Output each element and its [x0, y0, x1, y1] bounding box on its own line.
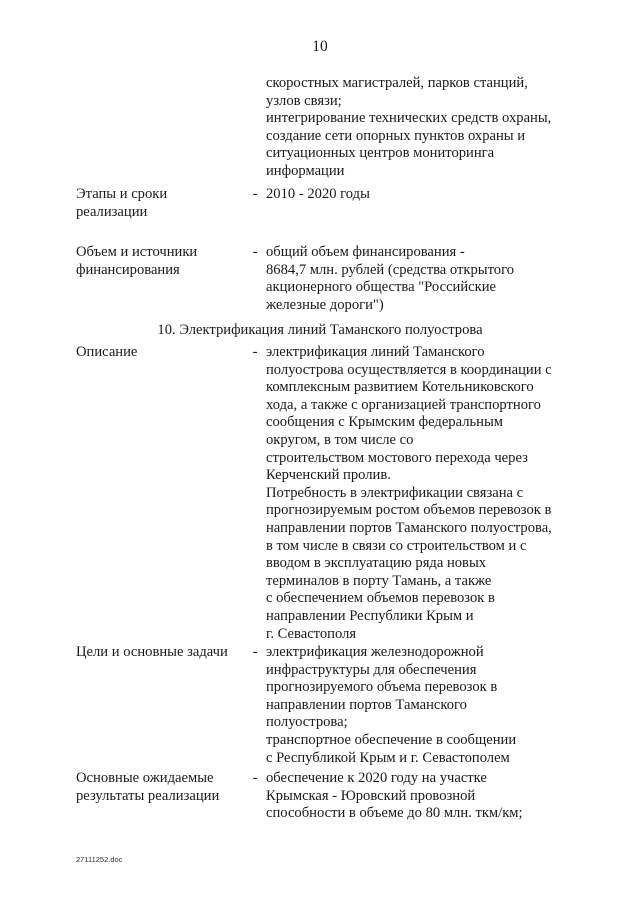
text-line: комплексным развитием Котельниковского	[266, 379, 534, 396]
text-line: Керченский пролив.	[266, 467, 391, 484]
text-line: Крымская - Юровский провозной	[266, 787, 476, 804]
text-line: с Республикой Крым и г. Севастополем	[266, 749, 510, 766]
row-label	[76, 344, 246, 362]
text-line: округом, в том числе со	[266, 431, 414, 448]
text-line: обеспечение к 2020 году на участке	[266, 770, 487, 786]
text-line: прогнозируемого объема перевозок в	[266, 679, 498, 696]
dash-separator: -	[252, 770, 258, 786]
page-number: 10	[312, 38, 328, 55]
text-line: Этапы и сроки	[76, 186, 168, 202]
text-line: сообщения с Крымским федеральным	[266, 414, 503, 431]
text-line: полуострова осуществляется в координации с	[266, 361, 552, 378]
text-line: результаты реализации	[76, 787, 220, 804]
text-line: Цели и основные задачи	[76, 644, 228, 660]
text-line: электрификация линий Таманского	[266, 344, 485, 360]
text-line: способности в объеме до 80 млн. ткм/км;	[266, 805, 523, 822]
text-line: скоростных магистралей, парков станций,	[266, 75, 528, 91]
text-line: Потребность в электрификации связана с	[266, 484, 524, 501]
text-line: 2010 - 2020 годы	[266, 186, 370, 202]
text-line: Объем и источники	[76, 244, 198, 260]
dash-separator: -	[252, 344, 258, 360]
row-label	[76, 644, 246, 662]
text-line: вводом в эксплуатацию ряда новых	[266, 555, 487, 572]
row-value	[266, 770, 586, 823]
text-line: интегрирование технических средств охраны,	[266, 110, 552, 127]
dash-separator: -	[252, 644, 258, 660]
section-heading: 10. Электрификация линий Таманского полуострова	[157, 322, 483, 338]
text-line: информации	[266, 162, 345, 179]
text-line: терминалов в порту Тамань, а также	[266, 572, 492, 589]
row-label	[76, 770, 246, 805]
text-line: в том числе в связи со строительством и с	[266, 537, 527, 554]
text-line: строительством мостового перехода через	[266, 449, 528, 466]
row-value	[266, 186, 586, 204]
text-line: полуострова;	[266, 714, 348, 731]
dash-separator: -	[252, 244, 258, 260]
text-line: электрификация железнодорожной	[266, 644, 484, 660]
row-value	[266, 344, 586, 643]
row-label	[76, 244, 246, 279]
text-line: железные дороги")	[266, 296, 384, 313]
text-line: направлении портов Таманского	[266, 696, 467, 713]
text-line: г. Севастополя	[266, 625, 357, 642]
row-value	[266, 644, 586, 767]
text-line: акционерного общества "Российские	[266, 279, 497, 296]
text-line: транспортное обеспечение в сообщении	[266, 731, 517, 748]
row-label	[76, 186, 246, 221]
row-value	[266, 244, 586, 314]
text-line: направлении портов Таманского полуострова,	[266, 519, 552, 536]
text-line: прогнозируемым ростом объемов перевозок в	[266, 502, 552, 519]
text-line: общий объем финансирования -	[266, 244, 465, 260]
text-line: с обеспечением объемов перевозок в	[266, 590, 495, 607]
dash-separator: -	[252, 186, 258, 202]
text-line: Основные ожидаемые	[76, 770, 214, 786]
text-line: направлении Республики Крым и	[266, 607, 474, 624]
text-line: финансирования	[76, 261, 180, 278]
text-line: узлов связи;	[266, 92, 342, 109]
text-line: ситуационных центров мониторинга	[266, 145, 495, 162]
text-line: создание сети опорных пунктов охраны и	[266, 127, 526, 144]
text-line: хода, а также с организацией транспортного	[266, 396, 541, 413]
file-name-footer: 27111252.doc	[76, 855, 123, 864]
text-line: Описание	[76, 344, 138, 360]
text-line: инфраструктуры для обеспечения	[266, 661, 477, 678]
text-line: 8684,7 млн. рублей (средства открытого	[266, 261, 514, 278]
text-line: реализации	[76, 203, 148, 220]
